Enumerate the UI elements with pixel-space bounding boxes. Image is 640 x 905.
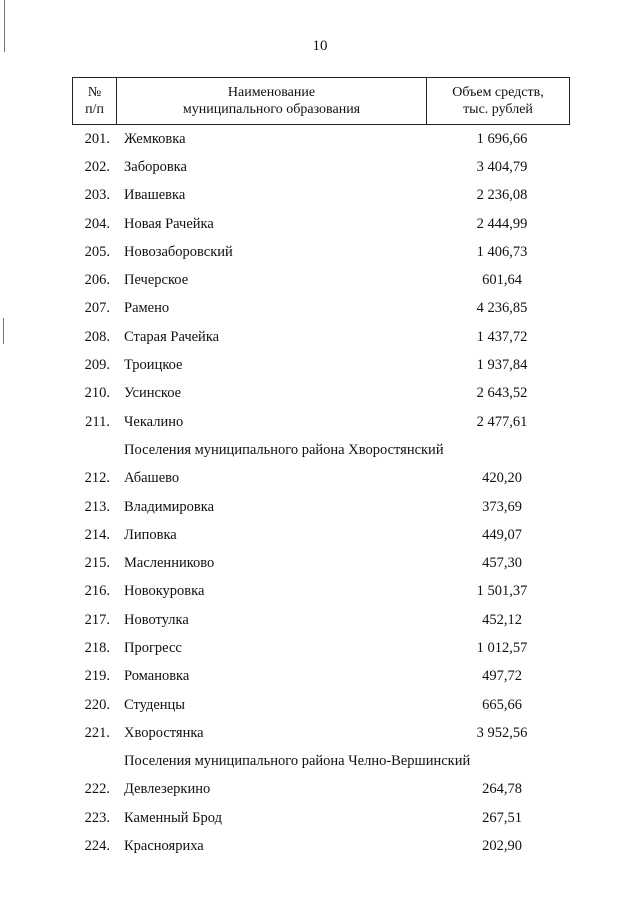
municipality-name: Абашево [124,470,180,487]
row-number: 224. [84,838,110,855]
funding-amount: 452,12 [482,611,522,628]
row-number: 218. [84,639,110,656]
municipality-name: Девлезеркино [124,781,211,798]
section-heading-row [72,436,570,464]
municipality-name: Каменный Брод [124,809,222,826]
municipality-name: Владимировка [124,498,215,515]
row-number: 222. [84,781,110,798]
funding-amount: 267,51 [482,809,522,826]
table-row [72,493,570,521]
header-name-line1: Наименование [227,85,316,100]
municipality-name: Троицкое [124,357,183,374]
row-number: 209. [84,357,110,374]
table-row [72,578,570,606]
table-row [72,832,570,860]
municipality-name: Ивашевка [124,187,186,204]
funding-amount: 373,69 [482,498,522,515]
section-heading: Поселения муниципального района Хворостянский [124,441,444,458]
table-row [72,266,570,294]
header-amount-line2: тыс. рублей [463,102,533,117]
row-number: 215. [84,555,110,572]
row-number: 203. [84,187,110,204]
table-row [72,238,570,266]
row-number: 212. [84,470,110,487]
table-row [72,663,570,691]
row-number: 210. [84,385,110,402]
table-row [72,408,570,436]
funding-amount: 202,90 [482,838,522,855]
funding-amount: 457,30 [482,555,522,572]
funding-amount: 2 477,61 [476,413,528,430]
funding-amount: 1 406,73 [476,243,528,260]
municipality-name: Новозаборовский [124,243,233,260]
table-row [72,804,570,832]
table-row [72,634,570,662]
municipality-name: Заборовка [124,158,187,175]
municipality-name: Хворостянка [124,724,204,741]
municipality-name: Рамено [124,300,170,317]
row-number: 221. [84,724,110,741]
table-row [72,380,570,408]
header-number [73,78,117,124]
table-header [72,77,570,125]
row-number: 217. [84,611,110,628]
funding-amount: 2 643,52 [476,385,528,402]
funding-amount: 264,78 [482,781,522,798]
municipality-name: Новокуровка [124,583,205,600]
table-row [72,351,570,379]
row-number: 223. [84,809,110,826]
table-row [72,521,570,549]
row-number: 205. [84,243,110,260]
table-row [72,719,570,747]
allocation-table [72,77,570,861]
table-row [72,125,570,153]
table-row [72,210,570,238]
row-number: 213. [84,498,110,515]
funding-amount: 2 236,08 [476,187,528,204]
funding-amount: 2 444,99 [476,215,528,232]
municipality-name: Старая Рачейка [124,328,220,345]
funding-amount: 1 012,57 [476,639,528,656]
municipality-name: Усинское [124,385,182,402]
table-body [72,125,570,861]
row-number: 220. [84,696,110,713]
table-row [72,549,570,577]
municipality-name: Студенцы [124,696,186,713]
funding-amount: 3 404,79 [476,158,528,175]
funding-amount: 1 696,66 [476,130,528,147]
funding-amount: 3 952,56 [476,724,528,741]
funding-amount: 497,72 [482,668,522,685]
header-amount-line1: Объем средств, [452,85,544,100]
municipality-name: Прогресс [124,639,182,656]
row-number: 204. [84,215,110,232]
row-number: 211. [85,413,110,430]
funding-amount: 601,64 [482,272,522,289]
table-row [72,776,570,804]
header-number-line2: п/п [85,102,104,117]
row-number: 206. [84,272,110,289]
section-heading: Поселения муниципального района Челно-Вершинский [124,753,471,770]
municipality-name: Краснояриха [124,838,204,855]
header-number-line1: № [87,85,102,100]
funding-amount: 1 501,37 [476,583,528,600]
page-number: 10 [312,38,328,54]
municipality-name: Жемковка [124,130,186,147]
row-number: 202. [84,158,110,175]
municipality-name: Новая Рачейка [124,215,214,232]
funding-amount: 4 236,85 [476,300,528,317]
header-name-line2: муниципального образования [182,102,361,117]
row-number: 201. [84,130,110,147]
municipality-name: Печерское [124,272,189,289]
table-row [72,182,570,210]
scan-edge-mark [3,318,4,344]
row-number: 216. [84,583,110,600]
row-number: 219. [84,668,110,685]
header-name [117,78,427,124]
funding-amount: 449,07 [482,526,522,543]
funding-amount: 420,20 [482,470,522,487]
municipality-name: Чекалино [124,413,184,430]
table-row [72,606,570,634]
municipality-name: Романовка [124,668,190,685]
row-number: 214. [84,526,110,543]
header-amount [427,78,569,124]
row-number: 208. [84,328,110,345]
table-row [72,153,570,181]
municipality-name: Липовка [124,526,177,543]
table-row [72,465,570,493]
table-row [72,691,570,719]
municipality-name: Новотулка [124,611,189,628]
municipality-name: Масленниково [124,555,215,572]
funding-amount: 665,66 [482,696,522,713]
table-row [72,323,570,351]
table-row [72,295,570,323]
funding-amount: 1 437,72 [476,328,528,345]
row-number: 207. [84,300,110,317]
section-heading-row [72,748,570,776]
funding-amount: 1 937,84 [476,357,528,374]
